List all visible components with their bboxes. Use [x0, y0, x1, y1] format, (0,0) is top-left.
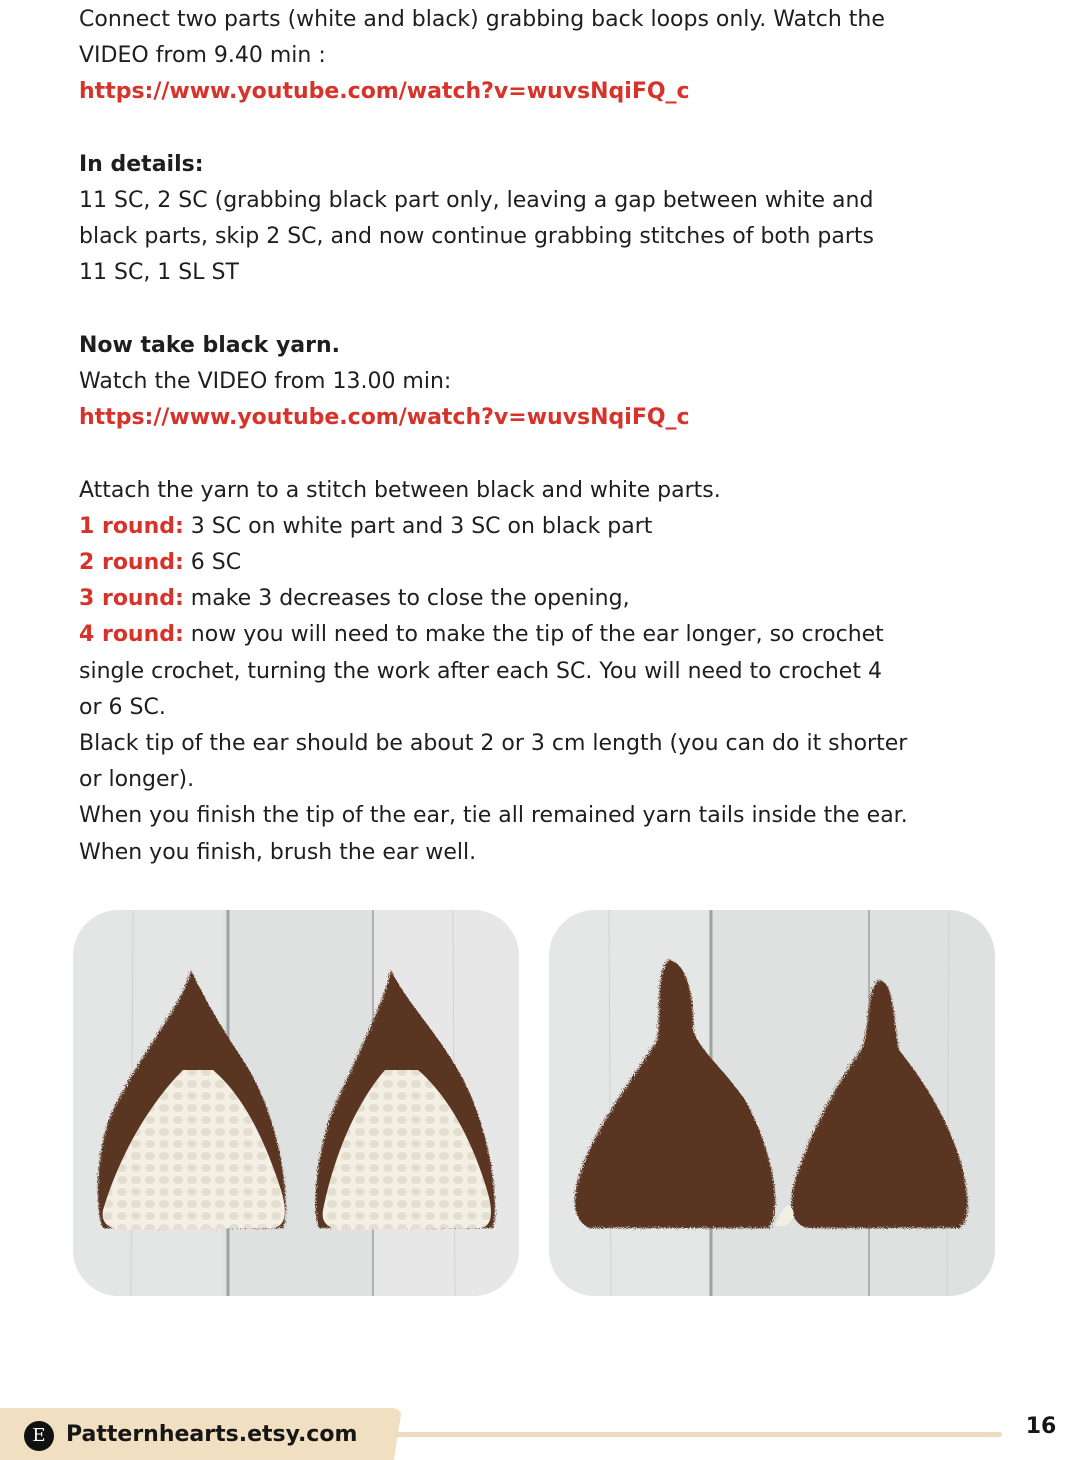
black-yarn-heading: Now take black yarn.: [79, 332, 341, 358]
text-line: or longer).: [79, 767, 195, 793]
round-1: [79, 509, 1054, 545]
video-link-2[interactable]: https://www.youtube.com/watch?v=wuvsNqiFQ_c: [79, 405, 690, 431]
round-text: 6 SC: [183, 550, 242, 575]
round-label: 4 round:: [79, 622, 184, 648]
text-line: single crochet, turning the work after each SC. You will need to crochet 4: [79, 658, 882, 684]
instructions-text: [79, 2, 1054, 871]
text-line: VIDEO from 9.40 min :: [79, 43, 326, 69]
round-text: make 3 decreases to close the opening,: [183, 586, 630, 612]
ears-back-photo: [549, 910, 995, 1296]
round-text: now you will need to make the tip of the ear longer, so crochet: [183, 622, 884, 648]
round-3: [79, 581, 1054, 617]
text-line: Black tip of the ear should be about 2 or 3 cm length (you can do it shorter: [79, 731, 908, 757]
text-line: 11 SC, 2 SC (grabbing black part only, leaving a gap between white and: [79, 188, 874, 213]
round-2: [79, 545, 1054, 581]
text-line: 11 SC, 1 SL ST: [79, 260, 239, 286]
ears-front-photo: [73, 910, 519, 1296]
text-line: Attach the yarn to a stitch between black and white parts.: [79, 477, 721, 503]
page-number: 16: [1025, 1414, 1057, 1439]
video-link-1[interactable]: https://www.youtube.com/watch?v=wuvsNqiFQ_c: [79, 79, 690, 105]
round-label: 3 round:: [79, 586, 184, 612]
details-heading: In details:: [79, 151, 204, 177]
text-line: or 6 SC.: [79, 694, 166, 720]
text-line: Connect two parts (white and black) grabbing back loops only. Watch the: [79, 7, 885, 32]
round-text: 3 SC on white part and 3 SC on black part: [183, 513, 653, 539]
footer-site-link[interactable]: Patternhearts.etsy.com: [66, 1422, 358, 1447]
etsy-logo-icon: E: [24, 1421, 54, 1451]
text-line: black parts, skip 2 SC, and now continue grabbing stitches of both parts: [79, 224, 875, 250]
round-label: 2 round:: [79, 550, 184, 575]
text-line: When you finish the tip of the ear, tie all remained yarn tails inside the ear.: [79, 803, 908, 829]
footer-divider: [394, 1432, 1002, 1437]
round-label: 1 round:: [79, 513, 184, 539]
round-4: [79, 617, 1054, 653]
text-line: Watch the VIDEO from 13.00 min:: [79, 369, 452, 394]
text-line: When you finish, brush the ear well.: [79, 839, 477, 865]
